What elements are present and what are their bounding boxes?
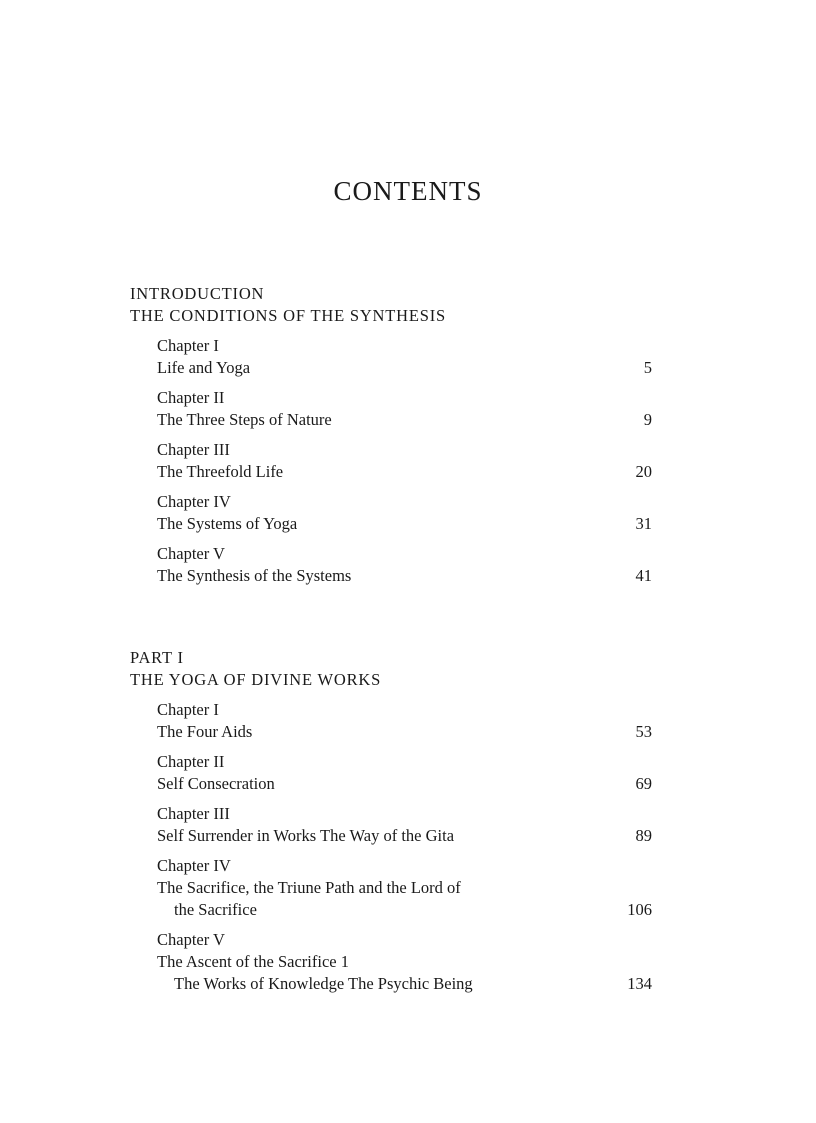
page-number: 41	[635, 566, 652, 585]
toc-entry[interactable]	[157, 491, 652, 535]
chapter-title: The Threefold Life	[157, 462, 284, 481]
toc-entry[interactable]	[157, 543, 652, 587]
toc-section-part-1	[130, 647, 652, 995]
toc-entry[interactable]	[157, 335, 652, 379]
chapter-label: Chapter V	[157, 544, 225, 563]
page-number: 20	[635, 462, 652, 481]
chapter-title-continued: The Works of Knowledge The Psychic Being	[174, 974, 473, 993]
page-number: 89	[635, 826, 652, 845]
page-number: 31	[635, 514, 652, 533]
chapter-label: Chapter IV	[157, 856, 231, 875]
chapter-title: Self Surrender in Works The Way of the Gita	[157, 826, 455, 845]
page-number: 5	[643, 358, 652, 377]
chapter-label: Chapter IV	[157, 492, 231, 511]
chapter-label: Chapter II	[157, 388, 225, 407]
toc-entry[interactable]	[157, 855, 652, 921]
chapter-title: Life and Yoga	[157, 358, 251, 377]
chapter-title: The Three Steps of Nature	[157, 410, 332, 429]
chapter-title: The Systems of Yoga	[157, 514, 298, 533]
chapter-title: The Synthesis of the Systems	[157, 566, 352, 585]
chapter-label: Chapter I	[157, 336, 219, 355]
chapter-title: Self Consecration	[157, 774, 275, 793]
toc-entry[interactable]	[157, 387, 652, 431]
chapter-label: Chapter II	[157, 752, 225, 771]
toc-entries	[130, 699, 652, 995]
chapter-title: The Four Aids	[157, 722, 253, 741]
chapter-label: Chapter I	[157, 700, 219, 719]
toc-entry[interactable]	[157, 929, 652, 995]
section-heading: INTRODUCTION	[130, 284, 265, 303]
toc-entry[interactable]	[157, 439, 652, 483]
page-number: 53	[635, 722, 652, 741]
chapter-title: The Ascent of the Sacrifice 1	[157, 952, 349, 971]
page-number: 134	[627, 974, 652, 993]
section-subheading: THE CONDITIONS OF THE SYNTHESIS	[130, 306, 446, 325]
toc-entry[interactable]	[157, 751, 652, 795]
section-heading: PART I	[130, 648, 184, 667]
chapter-title-continued: the Sacrifice	[174, 900, 257, 919]
section-subheading: THE YOGA OF DIVINE WORKS	[130, 670, 382, 689]
toc-entry[interactable]	[157, 803, 652, 847]
chapter-label: Chapter III	[157, 804, 230, 823]
page-number: 69	[635, 774, 652, 793]
toc-section-introduction	[130, 283, 652, 587]
toc-entries	[130, 335, 652, 587]
page-title: CONTENTS	[333, 176, 483, 206]
page-number: 106	[627, 900, 652, 919]
toc-entry[interactable]	[157, 699, 652, 743]
page-number: 9	[643, 410, 652, 429]
chapter-label: Chapter III	[157, 440, 230, 459]
chapter-title: The Sacrifice, the Triune Path and the Lord of	[157, 878, 461, 897]
chapter-label: Chapter V	[157, 930, 225, 949]
